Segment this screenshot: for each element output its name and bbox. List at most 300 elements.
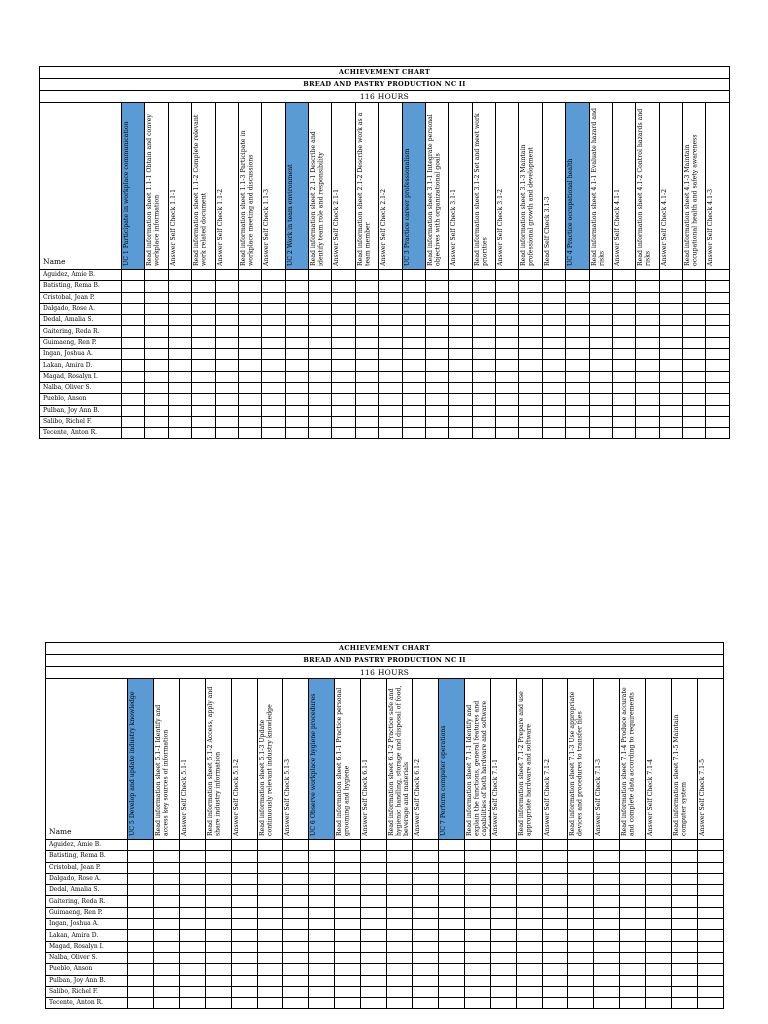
achievement-cell[interactable] (672, 941, 698, 952)
achievement-cell[interactable] (566, 382, 589, 393)
achievement-cell[interactable] (516, 930, 542, 941)
achievement-cell[interactable] (683, 371, 706, 382)
achievement-cell[interactable] (519, 360, 542, 371)
achievement-cell[interactable] (589, 292, 612, 303)
achievement-cell[interactable] (283, 919, 309, 930)
achievement-cell[interactable] (402, 371, 425, 382)
achievement-cell[interactable] (697, 896, 723, 907)
achievement-cell[interactable] (361, 998, 387, 1009)
achievement-cell[interactable] (205, 930, 231, 941)
achievement-cell[interactable] (612, 428, 635, 439)
achievement-cell[interactable] (672, 986, 698, 997)
achievement-cell[interactable] (519, 405, 542, 416)
achievement-cell[interactable] (168, 270, 191, 281)
achievement-cell[interactable] (697, 840, 723, 851)
achievement-cell[interactable] (542, 382, 565, 393)
achievement-cell[interactable] (231, 964, 257, 975)
achievement-cell[interactable] (168, 303, 191, 314)
achievement-cell[interactable] (516, 941, 542, 952)
achievement-cell[interactable] (612, 394, 635, 405)
achievement-cell[interactable] (309, 885, 335, 896)
achievement-cell[interactable] (659, 360, 682, 371)
achievement-cell[interactable] (697, 941, 723, 952)
achievement-cell[interactable] (283, 952, 309, 963)
achievement-cell[interactable] (620, 873, 646, 884)
achievement-cell[interactable] (542, 964, 568, 975)
achievement-cell[interactable] (309, 371, 332, 382)
achievement-cell[interactable] (335, 919, 361, 930)
achievement-cell[interactable] (153, 840, 179, 851)
achievement-cell[interactable] (335, 975, 361, 986)
achievement-cell[interactable] (542, 986, 568, 997)
achievement-cell[interactable] (153, 975, 179, 986)
achievement-cell[interactable] (309, 930, 335, 941)
achievement-cell[interactable] (683, 270, 706, 281)
achievement-cell[interactable] (519, 281, 542, 292)
achievement-cell[interactable] (262, 281, 285, 292)
achievement-cell[interactable] (496, 416, 519, 427)
achievement-cell[interactable] (646, 986, 672, 997)
achievement-cell[interactable] (490, 930, 516, 941)
achievement-cell[interactable] (425, 394, 448, 405)
achievement-cell[interactable] (153, 941, 179, 952)
achievement-cell[interactable] (697, 952, 723, 963)
achievement-cell[interactable] (636, 303, 659, 314)
achievement-cell[interactable] (262, 349, 285, 360)
achievement-cell[interactable] (402, 416, 425, 427)
achievement-cell[interactable] (646, 975, 672, 986)
achievement-cell[interactable] (425, 281, 448, 292)
achievement-cell[interactable] (449, 428, 472, 439)
achievement-cell[interactable] (192, 428, 215, 439)
achievement-cell[interactable] (387, 873, 413, 884)
achievement-cell[interactable] (659, 405, 682, 416)
achievement-cell[interactable] (355, 405, 378, 416)
achievement-cell[interactable] (412, 919, 438, 930)
achievement-cell[interactable] (238, 382, 261, 393)
achievement-cell[interactable] (153, 885, 179, 896)
achievement-cell[interactable] (646, 998, 672, 1009)
achievement-cell[interactable] (387, 964, 413, 975)
achievement-cell[interactable] (672, 851, 698, 862)
achievement-cell[interactable] (438, 930, 464, 941)
achievement-cell[interactable] (516, 952, 542, 963)
achievement-cell[interactable] (192, 292, 215, 303)
achievement-cell[interactable] (594, 862, 620, 873)
achievement-cell[interactable] (464, 851, 490, 862)
achievement-cell[interactable] (379, 360, 402, 371)
achievement-cell[interactable] (285, 337, 308, 348)
achievement-cell[interactable] (355, 315, 378, 326)
achievement-cell[interactable] (168, 349, 191, 360)
achievement-cell[interactable] (438, 986, 464, 997)
achievement-cell[interactable] (168, 281, 191, 292)
achievement-cell[interactable] (683, 394, 706, 405)
achievement-cell[interactable] (449, 371, 472, 382)
achievement-cell[interactable] (490, 873, 516, 884)
achievement-cell[interactable] (231, 952, 257, 963)
achievement-cell[interactable] (490, 952, 516, 963)
achievement-cell[interactable] (612, 281, 635, 292)
achievement-cell[interactable] (402, 292, 425, 303)
achievement-cell[interactable] (205, 986, 231, 997)
achievement-cell[interactable] (309, 270, 332, 281)
achievement-cell[interactable] (620, 964, 646, 975)
achievement-cell[interactable] (566, 428, 589, 439)
achievement-cell[interactable] (355, 292, 378, 303)
achievement-cell[interactable] (672, 919, 698, 930)
achievement-cell[interactable] (361, 851, 387, 862)
achievement-cell[interactable] (542, 326, 565, 337)
achievement-cell[interactable] (402, 428, 425, 439)
achievement-cell[interactable] (379, 405, 402, 416)
achievement-cell[interactable] (490, 964, 516, 975)
achievement-cell[interactable] (332, 428, 355, 439)
achievement-cell[interactable] (335, 885, 361, 896)
achievement-cell[interactable] (697, 851, 723, 862)
achievement-cell[interactable] (361, 885, 387, 896)
achievement-cell[interactable] (145, 315, 168, 326)
achievement-cell[interactable] (672, 952, 698, 963)
achievement-cell[interactable] (192, 405, 215, 416)
achievement-cell[interactable] (192, 281, 215, 292)
achievement-cell[interactable] (706, 360, 730, 371)
achievement-cell[interactable] (612, 326, 635, 337)
achievement-cell[interactable] (490, 896, 516, 907)
achievement-cell[interactable] (589, 315, 612, 326)
achievement-cell[interactable] (589, 405, 612, 416)
achievement-cell[interactable] (542, 941, 568, 952)
achievement-cell[interactable] (516, 998, 542, 1009)
achievement-cell[interactable] (449, 315, 472, 326)
achievement-cell[interactable] (542, 840, 568, 851)
achievement-cell[interactable] (636, 428, 659, 439)
achievement-cell[interactable] (238, 270, 261, 281)
achievement-cell[interactable] (706, 428, 730, 439)
achievement-cell[interactable] (215, 405, 238, 416)
achievement-cell[interactable] (192, 315, 215, 326)
achievement-cell[interactable] (683, 303, 706, 314)
achievement-cell[interactable] (706, 303, 730, 314)
achievement-cell[interactable] (153, 873, 179, 884)
achievement-cell[interactable] (379, 416, 402, 427)
achievement-cell[interactable] (128, 862, 154, 873)
achievement-cell[interactable] (179, 840, 205, 851)
achievement-cell[interactable] (361, 907, 387, 918)
achievement-cell[interactable] (568, 873, 594, 884)
achievement-cell[interactable] (145, 360, 168, 371)
achievement-cell[interactable] (402, 394, 425, 405)
achievement-cell[interactable] (516, 964, 542, 975)
achievement-cell[interactable] (612, 349, 635, 360)
achievement-cell[interactable] (128, 998, 154, 1009)
achievement-cell[interactable] (472, 349, 495, 360)
achievement-cell[interactable] (636, 270, 659, 281)
achievement-cell[interactable] (683, 349, 706, 360)
achievement-cell[interactable] (464, 941, 490, 952)
achievement-cell[interactable] (168, 315, 191, 326)
achievement-cell[interactable] (285, 405, 308, 416)
achievement-cell[interactable] (332, 281, 355, 292)
achievement-cell[interactable] (145, 382, 168, 393)
achievement-cell[interactable] (594, 851, 620, 862)
achievement-cell[interactable] (238, 349, 261, 360)
achievement-cell[interactable] (387, 952, 413, 963)
achievement-cell[interactable] (179, 998, 205, 1009)
achievement-cell[interactable] (620, 930, 646, 941)
achievement-cell[interactable] (215, 270, 238, 281)
achievement-cell[interactable] (192, 371, 215, 382)
achievement-cell[interactable] (636, 382, 659, 393)
achievement-cell[interactable] (379, 428, 402, 439)
achievement-cell[interactable] (516, 907, 542, 918)
achievement-cell[interactable] (542, 394, 565, 405)
achievement-cell[interactable] (231, 986, 257, 997)
achievement-cell[interactable] (153, 986, 179, 997)
achievement-cell[interactable] (496, 315, 519, 326)
achievement-cell[interactable] (472, 292, 495, 303)
achievement-cell[interactable] (566, 371, 589, 382)
achievement-cell[interactable] (519, 315, 542, 326)
achievement-cell[interactable] (464, 896, 490, 907)
achievement-cell[interactable] (620, 975, 646, 986)
achievement-cell[interactable] (594, 998, 620, 1009)
achievement-cell[interactable] (262, 315, 285, 326)
achievement-cell[interactable] (449, 382, 472, 393)
achievement-cell[interactable] (636, 337, 659, 348)
achievement-cell[interactable] (379, 326, 402, 337)
achievement-cell[interactable] (262, 394, 285, 405)
achievement-cell[interactable] (438, 998, 464, 1009)
achievement-cell[interactable] (636, 281, 659, 292)
achievement-cell[interactable] (646, 907, 672, 918)
achievement-cell[interactable] (566, 394, 589, 405)
achievement-cell[interactable] (402, 270, 425, 281)
achievement-cell[interactable] (496, 303, 519, 314)
achievement-cell[interactable] (168, 382, 191, 393)
achievement-cell[interactable] (519, 416, 542, 427)
achievement-cell[interactable] (449, 326, 472, 337)
achievement-cell[interactable] (516, 919, 542, 930)
achievement-cell[interactable] (568, 930, 594, 941)
achievement-cell[interactable] (612, 416, 635, 427)
achievement-cell[interactable] (215, 337, 238, 348)
achievement-cell[interactable] (472, 360, 495, 371)
achievement-cell[interactable] (283, 975, 309, 986)
achievement-cell[interactable] (379, 371, 402, 382)
achievement-cell[interactable] (262, 428, 285, 439)
achievement-cell[interactable] (589, 394, 612, 405)
achievement-cell[interactable] (659, 382, 682, 393)
achievement-cell[interactable] (589, 360, 612, 371)
achievement-cell[interactable] (516, 840, 542, 851)
achievement-cell[interactable] (568, 919, 594, 930)
achievement-cell[interactable] (568, 885, 594, 896)
achievement-cell[interactable] (542, 998, 568, 1009)
achievement-cell[interactable] (519, 394, 542, 405)
achievement-cell[interactable] (566, 405, 589, 416)
achievement-cell[interactable] (332, 371, 355, 382)
achievement-cell[interactable] (128, 840, 154, 851)
achievement-cell[interactable] (683, 416, 706, 427)
achievement-cell[interactable] (355, 428, 378, 439)
achievement-cell[interactable] (335, 964, 361, 975)
achievement-cell[interactable] (231, 998, 257, 1009)
achievement-cell[interactable] (285, 371, 308, 382)
achievement-cell[interactable] (542, 919, 568, 930)
achievement-cell[interactable] (490, 862, 516, 873)
achievement-cell[interactable] (145, 349, 168, 360)
achievement-cell[interactable] (332, 303, 355, 314)
achievement-cell[interactable] (205, 840, 231, 851)
achievement-cell[interactable] (309, 919, 335, 930)
achievement-cell[interactable] (309, 360, 332, 371)
achievement-cell[interactable] (262, 303, 285, 314)
achievement-cell[interactable] (659, 292, 682, 303)
achievement-cell[interactable] (672, 975, 698, 986)
achievement-cell[interactable] (205, 952, 231, 963)
achievement-cell[interactable] (412, 873, 438, 884)
achievement-cell[interactable] (179, 975, 205, 986)
achievement-cell[interactable] (153, 919, 179, 930)
achievement-cell[interactable] (594, 930, 620, 941)
achievement-cell[interactable] (683, 428, 706, 439)
achievement-cell[interactable] (285, 292, 308, 303)
achievement-cell[interactable] (566, 281, 589, 292)
achievement-cell[interactable] (332, 270, 355, 281)
achievement-cell[interactable] (646, 941, 672, 952)
achievement-cell[interactable] (361, 941, 387, 952)
achievement-cell[interactable] (646, 964, 672, 975)
achievement-cell[interactable] (215, 382, 238, 393)
achievement-cell[interactable] (659, 315, 682, 326)
achievement-cell[interactable] (335, 998, 361, 1009)
achievement-cell[interactable] (594, 907, 620, 918)
achievement-cell[interactable] (179, 896, 205, 907)
achievement-cell[interactable] (262, 292, 285, 303)
achievement-cell[interactable] (636, 416, 659, 427)
achievement-cell[interactable] (335, 862, 361, 873)
achievement-cell[interactable] (636, 326, 659, 337)
achievement-cell[interactable] (697, 907, 723, 918)
achievement-cell[interactable] (168, 428, 191, 439)
achievement-cell[interactable] (568, 986, 594, 997)
achievement-cell[interactable] (262, 405, 285, 416)
achievement-cell[interactable] (472, 405, 495, 416)
achievement-cell[interactable] (516, 896, 542, 907)
achievement-cell[interactable] (192, 360, 215, 371)
achievement-cell[interactable] (519, 371, 542, 382)
achievement-cell[interactable] (589, 349, 612, 360)
achievement-cell[interactable] (542, 851, 568, 862)
achievement-cell[interactable] (438, 896, 464, 907)
achievement-cell[interactable] (238, 315, 261, 326)
achievement-cell[interactable] (697, 930, 723, 941)
achievement-cell[interactable] (332, 382, 355, 393)
achievement-cell[interactable] (262, 360, 285, 371)
achievement-cell[interactable] (659, 416, 682, 427)
achievement-cell[interactable] (490, 986, 516, 997)
achievement-cell[interactable] (620, 998, 646, 1009)
achievement-cell[interactable] (683, 315, 706, 326)
achievement-cell[interactable] (283, 862, 309, 873)
achievement-cell[interactable] (566, 303, 589, 314)
achievement-cell[interactable] (355, 270, 378, 281)
achievement-cell[interactable] (122, 337, 145, 348)
achievement-cell[interactable] (332, 360, 355, 371)
achievement-cell[interactable] (335, 930, 361, 941)
achievement-cell[interactable] (566, 292, 589, 303)
achievement-cell[interactable] (128, 873, 154, 884)
achievement-cell[interactable] (542, 360, 565, 371)
achievement-cell[interactable] (215, 360, 238, 371)
achievement-cell[interactable] (542, 303, 565, 314)
achievement-cell[interactable] (309, 428, 332, 439)
achievement-cell[interactable] (192, 303, 215, 314)
achievement-cell[interactable] (309, 896, 335, 907)
achievement-cell[interactable] (361, 930, 387, 941)
achievement-cell[interactable] (412, 851, 438, 862)
achievement-cell[interactable] (449, 281, 472, 292)
achievement-cell[interactable] (168, 337, 191, 348)
achievement-cell[interactable] (659, 337, 682, 348)
achievement-cell[interactable] (490, 851, 516, 862)
achievement-cell[interactable] (589, 281, 612, 292)
achievement-cell[interactable] (636, 349, 659, 360)
achievement-cell[interactable] (153, 952, 179, 963)
achievement-cell[interactable] (672, 907, 698, 918)
achievement-cell[interactable] (542, 952, 568, 963)
achievement-cell[interactable] (285, 349, 308, 360)
achievement-cell[interactable] (128, 930, 154, 941)
achievement-cell[interactable] (168, 360, 191, 371)
achievement-cell[interactable] (519, 303, 542, 314)
achievement-cell[interactable] (387, 851, 413, 862)
achievement-cell[interactable] (153, 964, 179, 975)
achievement-cell[interactable] (568, 862, 594, 873)
achievement-cell[interactable] (205, 896, 231, 907)
achievement-cell[interactable] (238, 337, 261, 348)
achievement-cell[interactable] (594, 986, 620, 997)
achievement-cell[interactable] (128, 907, 154, 918)
achievement-cell[interactable] (438, 873, 464, 884)
achievement-cell[interactable] (449, 270, 472, 281)
achievement-cell[interactable] (425, 416, 448, 427)
achievement-cell[interactable] (620, 840, 646, 851)
achievement-cell[interactable] (646, 919, 672, 930)
achievement-cell[interactable] (568, 941, 594, 952)
achievement-cell[interactable] (309, 862, 335, 873)
achievement-cell[interactable] (262, 337, 285, 348)
achievement-cell[interactable] (179, 930, 205, 941)
achievement-cell[interactable] (646, 885, 672, 896)
achievement-cell[interactable] (285, 326, 308, 337)
achievement-cell[interactable] (566, 349, 589, 360)
achievement-cell[interactable] (192, 382, 215, 393)
achievement-cell[interactable] (620, 851, 646, 862)
achievement-cell[interactable] (594, 975, 620, 986)
achievement-cell[interactable] (335, 941, 361, 952)
achievement-cell[interactable] (594, 941, 620, 952)
achievement-cell[interactable] (438, 919, 464, 930)
achievement-cell[interactable] (542, 337, 565, 348)
achievement-cell[interactable] (283, 964, 309, 975)
achievement-cell[interactable] (519, 382, 542, 393)
achievement-cell[interactable] (464, 952, 490, 963)
achievement-cell[interactable] (179, 964, 205, 975)
achievement-cell[interactable] (283, 998, 309, 1009)
achievement-cell[interactable] (568, 998, 594, 1009)
